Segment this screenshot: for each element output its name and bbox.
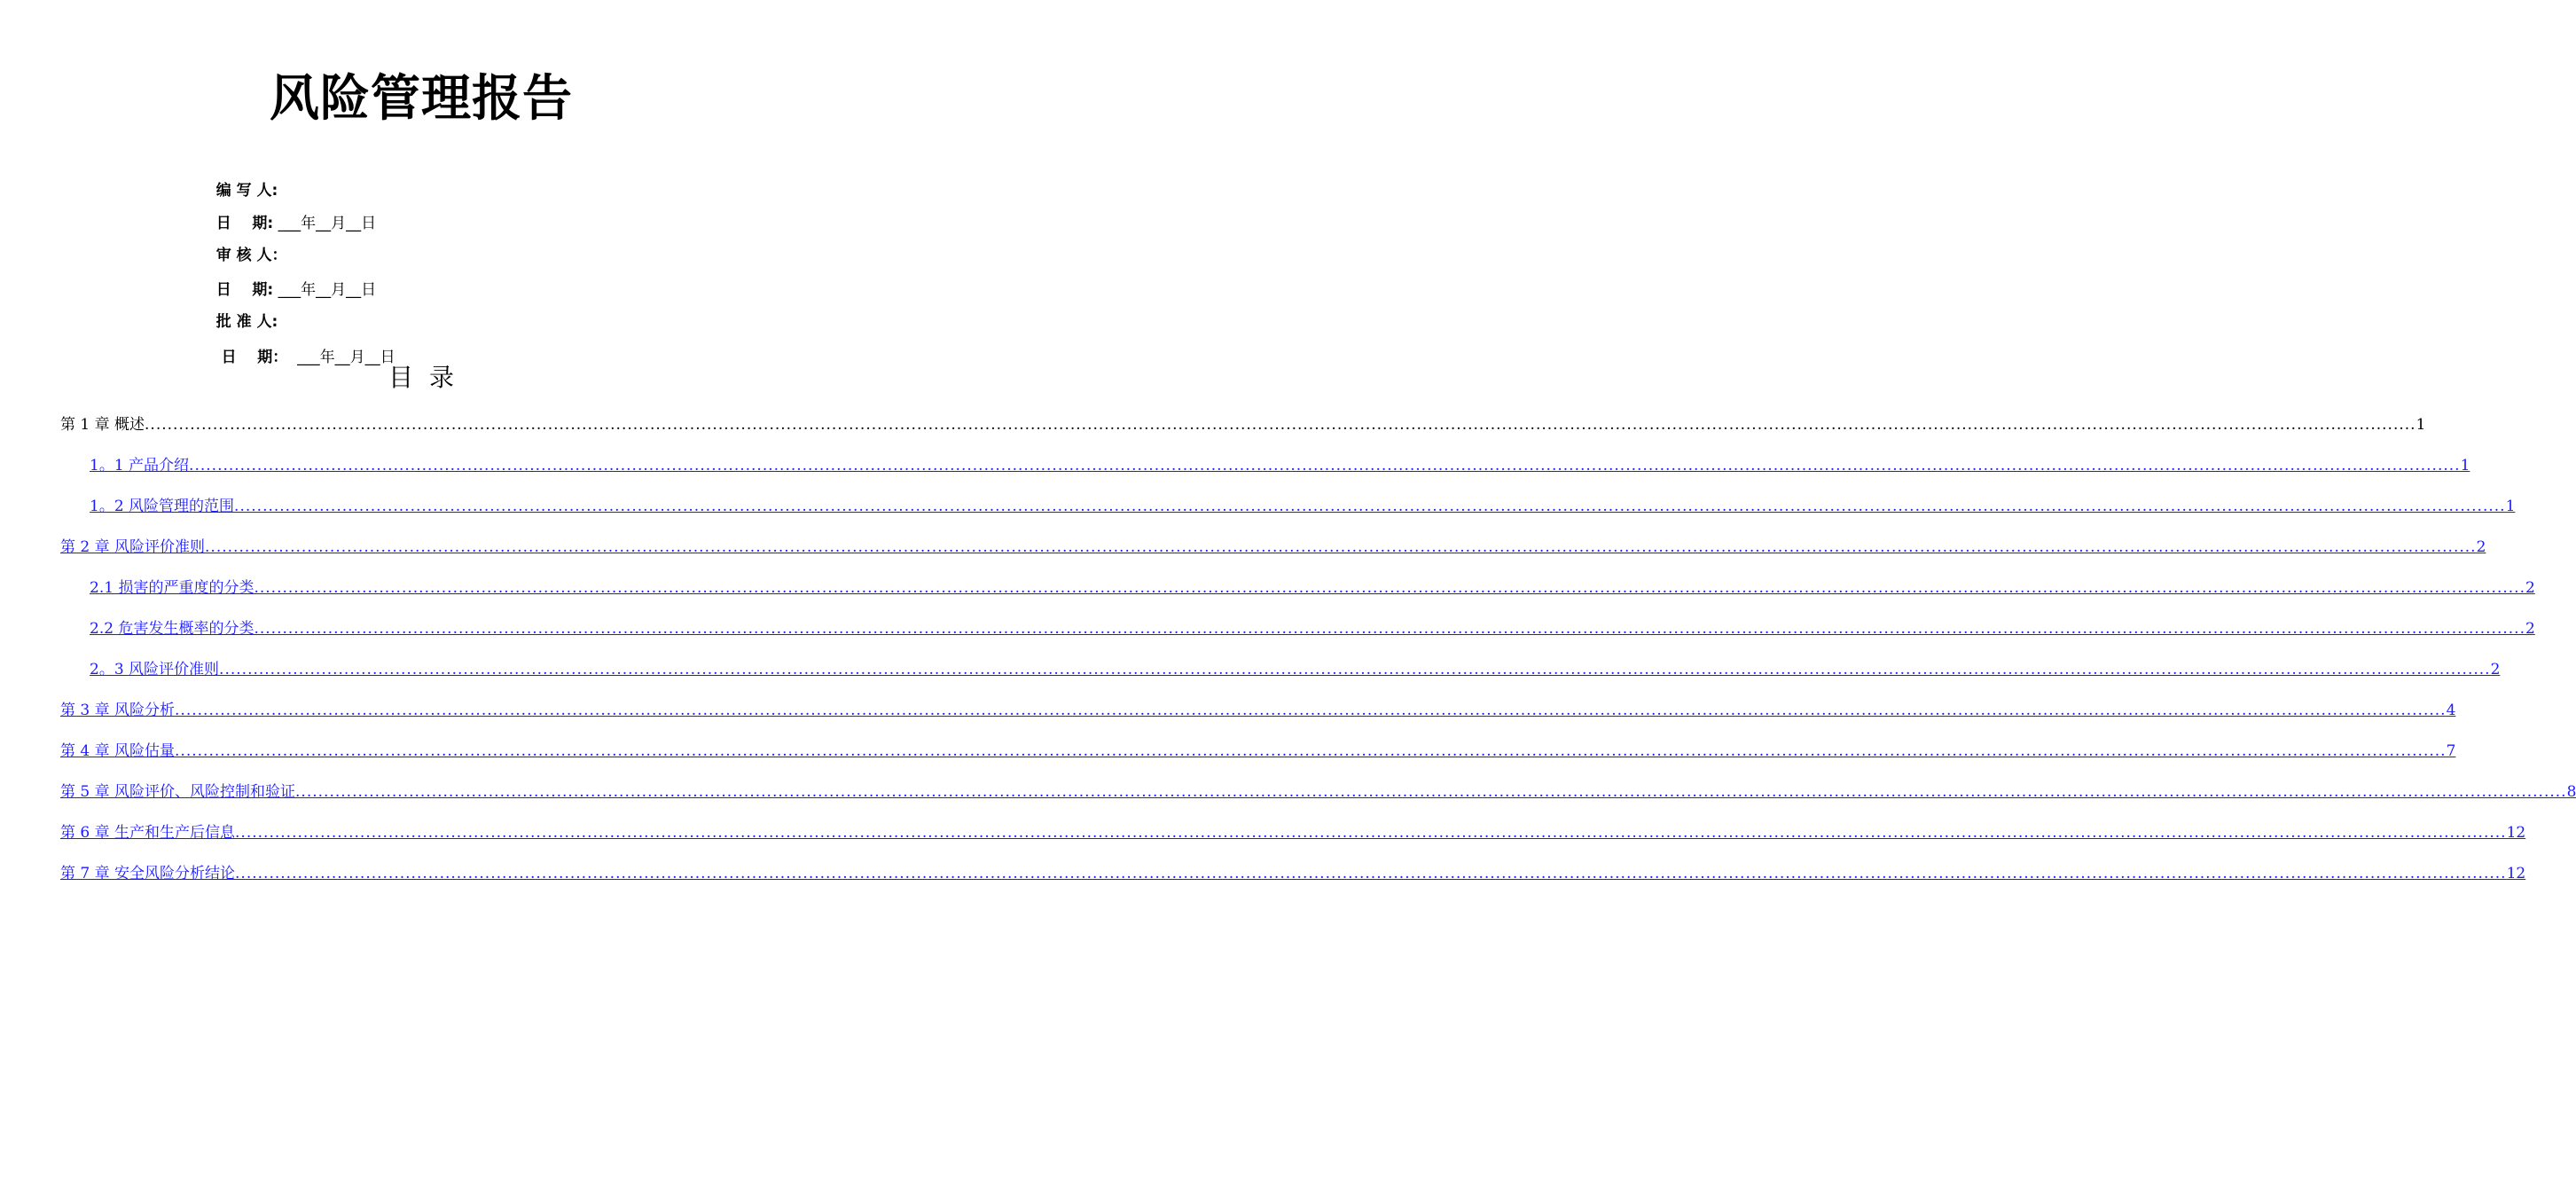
author-date-label: 日 期: xyxy=(215,215,274,232)
toc-entry-2-2[interactable] xyxy=(90,618,2535,639)
toc-entry-text: 第 7 章 安全风险分析结论 xyxy=(60,865,236,882)
toc-leader-dots: ................................................................................................................................................................................................................................................................................................................................................................................................................ xyxy=(189,457,2461,474)
toc-leader-dots: ................................................................................................................................................................................................................................................................................................................................................................................................................ xyxy=(145,416,2416,434)
author-label: 编 写 人: xyxy=(215,182,278,200)
toc-entry-1-1[interactable] xyxy=(90,455,2470,476)
toc-entry-page: 1 xyxy=(2505,498,2516,515)
toc-entry-chapter-7[interactable] xyxy=(60,863,2526,884)
toc-entry-chapter-1 xyxy=(60,414,2426,435)
toc-entry-text: 2。3 风险评价准则 xyxy=(90,661,220,678)
toc-entry-text: 第 4 章 风险估量 xyxy=(60,742,176,760)
document-title: 风险管理报告 xyxy=(270,70,573,128)
toc-entry-page: 8 xyxy=(2566,783,2576,801)
toc-entry-chapter-5[interactable] xyxy=(60,781,2576,803)
reviewer-label: 审 核 人： xyxy=(215,247,287,264)
toc-leader-dots: ................................................................................................................................................................................................................................................................................................................................................................................................................ xyxy=(175,702,2447,719)
approver-date-label: 日 期： xyxy=(215,349,288,366)
toc-leader-dots: ................................................................................................................................................................................................................................................................................................................................................................................................................ xyxy=(295,783,2567,801)
toc-leader-dots: ................................................................................................................................................................................................................................................................................................................................................................................................................ xyxy=(205,538,2477,556)
toc-entry-page: 2 xyxy=(2525,579,2535,597)
toc-entry-text: 2.2 危害发生概率的分类 xyxy=(90,620,254,638)
toc-entry-page: 7 xyxy=(2446,742,2456,760)
toc-entry-chapter-6[interactable] xyxy=(60,822,2526,843)
toc-leader-dots: ................................................................................................................................................................................................................................................................................................................................................................................................................ xyxy=(254,579,2525,597)
toc-entry-text: 第 5 章 风险评价、风险控制和验证 xyxy=(60,783,296,801)
toc-entry-text: 第 3 章 风险分析 xyxy=(60,702,176,719)
toc-leader-dots: ................................................................................................................................................................................................................................................................................................................................................................................................................ xyxy=(235,824,2507,842)
toc-entry-page: 4 xyxy=(2446,702,2456,719)
toc-entry-1-2[interactable] xyxy=(90,496,2516,517)
toc-entry-page: 2 xyxy=(2476,538,2486,556)
toc-entry-2-1[interactable] xyxy=(90,577,2535,599)
toc-leader-dots: ................................................................................................................................................................................................................................................................................................................................................................................................................ xyxy=(219,661,2491,678)
toc-entry-2-3[interactable] xyxy=(90,659,2501,680)
toc-leader-dots: ................................................................................................................................................................................................................................................................................................................................................................................................................ xyxy=(234,498,2506,515)
reviewer-date-value: ___年__月__日 xyxy=(273,281,377,299)
toc-entry-page: 12 xyxy=(2506,865,2526,882)
toc-entry-chapter-3[interactable] xyxy=(60,700,2456,721)
toc-entry-text: 第 1 章 概述 xyxy=(60,416,145,434)
toc-title: 目录 xyxy=(388,363,470,392)
toc-entry-text: 第 2 章 风险评价准则 xyxy=(60,538,206,556)
toc-entry-chapter-4[interactable] xyxy=(60,741,2456,762)
toc-entry-text: 2.1 损害的严重度的分类 xyxy=(90,579,254,597)
toc-entry-text: 1。2 风险管理的范围 xyxy=(90,498,235,515)
toc-entry-page: 12 xyxy=(2506,824,2526,842)
author-date-value: ___年__月__日 xyxy=(273,215,377,232)
toc-entry-chapter-2[interactable] xyxy=(60,537,2486,558)
toc-entry-page: 2 xyxy=(2525,620,2535,638)
toc-leader-dots: ................................................................................................................................................................................................................................................................................................................................................................................................................ xyxy=(175,742,2447,760)
toc-entry-page: 1 xyxy=(2415,416,2426,434)
toc-entry-page: 1 xyxy=(2460,457,2470,474)
toc-leader-dots: ................................................................................................................................................................................................................................................................................................................................................................................................................ xyxy=(235,865,2507,882)
approver-label: 批 准 人: xyxy=(215,313,278,331)
toc-leader-dots: ................................................................................................................................................................................................................................................................................................................................................................................................................ xyxy=(254,620,2525,638)
toc-entry-text: 1。1 产品介绍 xyxy=(90,457,190,474)
toc-entry-text: 第 6 章 生产和生产后信息 xyxy=(60,824,236,842)
toc-entry-page: 2 xyxy=(2490,661,2501,678)
approver-date-value: ___年__月__日 xyxy=(287,349,395,366)
reviewer-date-label: 日 期: xyxy=(215,281,274,299)
